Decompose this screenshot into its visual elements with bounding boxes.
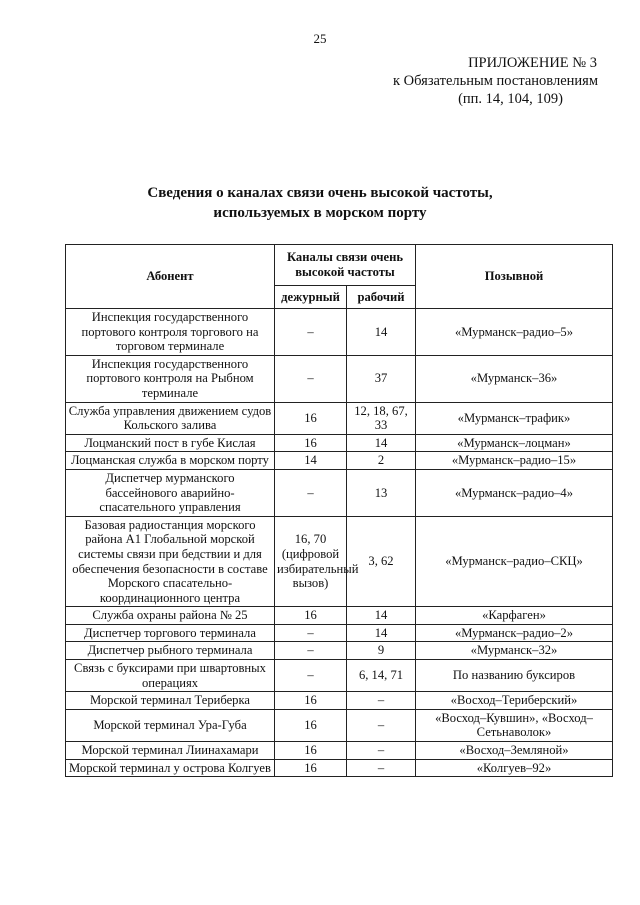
cell-subscriber: Морской терминал Териберка (66, 692, 275, 710)
cell-duty-channel: 16 (275, 709, 347, 741)
header-subscriber: Абонент (66, 245, 275, 309)
cell-subscriber: Морской терминал Лиинахамари (66, 742, 275, 760)
table-row (66, 607, 613, 625)
cell-working-channel: 37 (347, 355, 416, 402)
header-callsign: Позывной (416, 245, 613, 309)
cell-duty-channel: 16 (275, 759, 347, 777)
cell-callsign: «Мурманск–36» (416, 355, 613, 402)
cell-working-channel: 14 (347, 607, 416, 625)
cell-working-channel: 9 (347, 642, 416, 660)
cell-working-channel: 3, 62 (347, 516, 416, 607)
header-channels: Каналы связи очень высокой частоты (275, 245, 416, 286)
channels-table (65, 244, 613, 777)
cell-duty-channel: – (275, 624, 347, 642)
table-row (66, 402, 613, 434)
table-row (66, 452, 613, 470)
cell-subscriber: Инспекция государственного портового контроля на Рыбном терминале (66, 355, 275, 402)
header-working: рабочий (347, 286, 416, 309)
cell-duty-channel: 16 (275, 742, 347, 760)
cell-callsign: По названию буксиров (416, 660, 613, 692)
cell-subscriber: Лоцманский пост в губе Кислая (66, 434, 275, 452)
cell-callsign: «Мурманск–трафик» (416, 402, 613, 434)
cell-callsign: «Колгуев–92» (416, 759, 613, 777)
appendix-subtitle: к Обязательным постановлениям (393, 73, 598, 89)
table-row (66, 660, 613, 692)
table-row (66, 355, 613, 402)
cell-working-channel: 2 (347, 452, 416, 470)
cell-duty-channel: 16 (275, 607, 347, 625)
header-duty: дежурный (275, 286, 347, 309)
cell-working-channel: 14 (347, 309, 416, 356)
cell-subscriber: Служба управления движением судов Кольского залива (66, 402, 275, 434)
cell-duty-channel: – (275, 642, 347, 660)
document-title-line-1: Сведения о каналах связи очень высокой частоты, (147, 185, 493, 201)
cell-working-channel: 12, 18, 67, 33 (347, 402, 416, 434)
cell-subscriber: Морской терминал Ура-Губа (66, 709, 275, 741)
cell-subscriber: Базовая радиостанция морского района А1 Глобальной морской системы связи при бедствии и для обеспечения безопасности в составе Морского спасательно-координационного центра (66, 516, 275, 607)
cell-subscriber: Лоцманская служба в морском порту (66, 452, 275, 470)
cell-subscriber: Диспетчер рыбного терминала (66, 642, 275, 660)
table-header-row (66, 245, 613, 286)
table-row (66, 759, 613, 777)
cell-duty-channel: – (275, 660, 347, 692)
cell-working-channel: 13 (347, 469, 416, 516)
cell-working-channel: – (347, 759, 416, 777)
cell-subscriber: Связь с буксирами при швартовных операциях (66, 660, 275, 692)
cell-subscriber: Инспекция государственного портового контроля торгового на торговом терминале (66, 309, 275, 356)
cell-working-channel: – (347, 692, 416, 710)
table-row (66, 642, 613, 660)
cell-callsign: «Мурманск–радио–4» (416, 469, 613, 516)
cell-subscriber: Диспетчер торгового терминала (66, 624, 275, 642)
cell-working-channel: 6, 14, 71 (347, 660, 416, 692)
cell-working-channel: – (347, 709, 416, 741)
cell-callsign: «Восход–Кувшин», «Восход–Сетьнаволок» (416, 709, 613, 741)
table-row (66, 469, 613, 516)
cell-callsign: «Восход–Териберский» (416, 692, 613, 710)
cell-working-channel: – (347, 742, 416, 760)
cell-subscriber: Служба охраны района № 25 (66, 607, 275, 625)
document-title-line-2: используемых в морском порту (213, 205, 427, 221)
cell-duty-channel: – (275, 469, 347, 516)
table-row (66, 742, 613, 760)
cell-callsign: «Карфаген» (416, 607, 613, 625)
cell-duty-channel: – (275, 355, 347, 402)
cell-working-channel: 14 (347, 624, 416, 642)
cell-callsign: «Мурманск–32» (416, 642, 613, 660)
table-row (66, 709, 613, 741)
cell-duty-channel: – (275, 309, 347, 356)
cell-duty-channel: 14 (275, 452, 347, 470)
cell-subscriber: Морской терминал у острова Колгуев (66, 759, 275, 777)
table-row (66, 434, 613, 452)
cell-duty-channel: 16 (275, 402, 347, 434)
cell-duty-channel: 16 (275, 434, 347, 452)
cell-callsign: «Мурманск–лоцман» (416, 434, 613, 452)
document-title (0, 183, 640, 223)
table-body (66, 309, 613, 777)
cell-subscriber: Диспетчер мурманского бассейнового аварийно-спасательного управления (66, 469, 275, 516)
cell-duty-channel: 16, 70 (цифровой избирательный вызов) (275, 516, 347, 607)
table-row (66, 624, 613, 642)
cell-duty-channel: 16 (275, 692, 347, 710)
appendix-refs: (пп. 14, 104, 109) (458, 91, 563, 107)
cell-callsign: «Мурманск–радио–СКЦ» (416, 516, 613, 607)
cell-callsign: «Мурманск–радио–5» (416, 309, 613, 356)
page-number: 25 (313, 31, 327, 46)
cell-working-channel: 14 (347, 434, 416, 452)
appendix-title: ПРИЛОЖЕНИЕ № 3 (468, 55, 597, 71)
cell-callsign: «Мурманск–радио–15» (416, 452, 613, 470)
appendix-header (393, 54, 598, 108)
table-row (66, 692, 613, 710)
table-row (66, 516, 613, 607)
cell-callsign: «Восход–Земляной» (416, 742, 613, 760)
table-row (66, 309, 613, 356)
cell-callsign: «Мурманск–радио–2» (416, 624, 613, 642)
